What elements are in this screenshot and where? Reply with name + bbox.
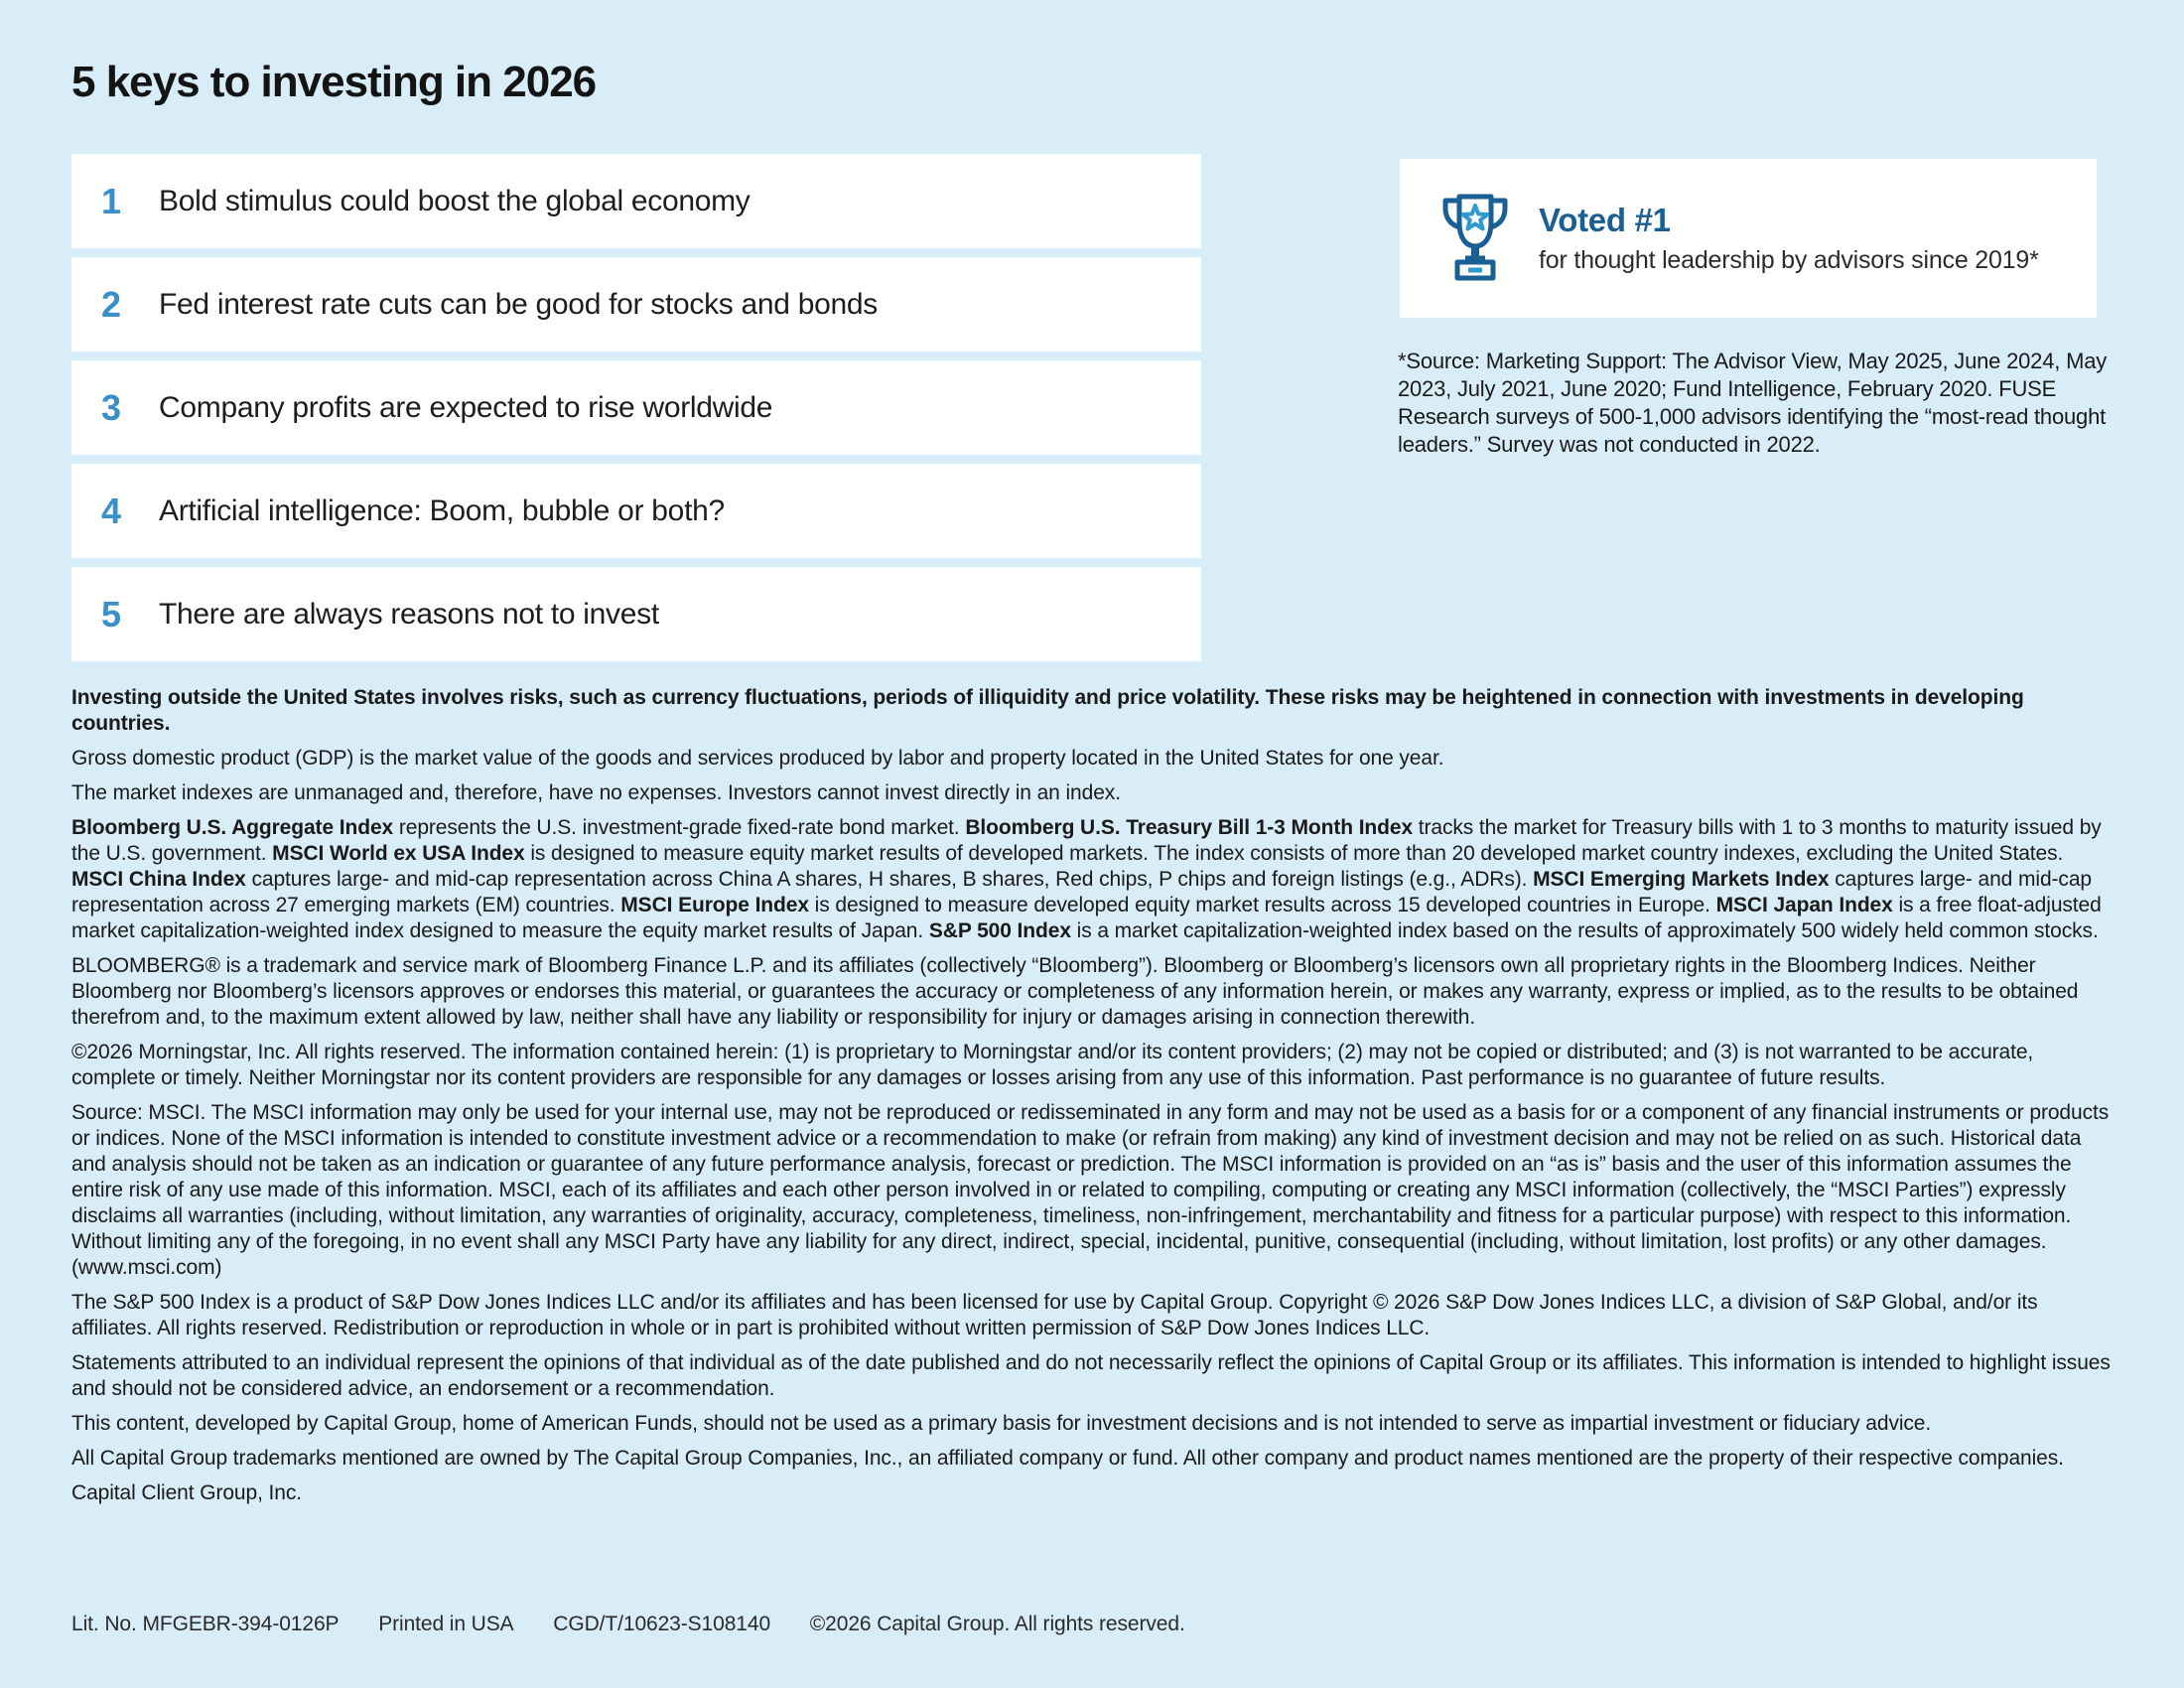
badge-subtitle: for thought leadership by advisors since 2019* — [1539, 246, 2039, 274]
printed-in: Printed in USA — [378, 1613, 514, 1635]
page-title: 5 keys to investing in 2026 — [71, 58, 597, 106]
trophy-star-icon — [1435, 189, 1515, 288]
badge-title: Voted #1 — [1539, 202, 1671, 238]
badge-source-note: *Source: Marketing Support: The Advisor View, May 2025, June 2024, May 2023, July 2021, June 2020; Fund Intelligence, February 2020. FUSE Research surveys of 500-1,000 advisors identifying the “most-read thought leaders.” Survey was not conducted in 2022. — [1398, 349, 2108, 457]
disclaimer-paragraph-msci: Source: MSCI. The MSCI information may only be used for your internal use, may not be reproduced or redisseminated in any form and may not be used as a basis for or a component of any financial instruments or products or indices. None of the MSCI information is intended to constitute investment advice or a recommendation to make (or refrain from making) any kind of investment decision and may not be relied on as such. Historical data and analysis should not be taken as an indication or guarantee of any future performance analysis, forecast or prediction. The MSCI information is provided on an “as is” basis and the user of this information assumes the entire risk of any use made of this information. MSCI, each of its affiliates and each other person involved in or related to compiling, computing or creating any MSCI information (collectively, the “MSCI Parties”) expressly disclaims all warranties (including, without limitation, any warranties of originality, accuracy, completeness, timeliness, non-infringement, merchantability and fitness for a particular purpose) with respect to this information. Without limiting any of the foregoing, in no event shall any MSCI Party have any liability for any direct, indirect, special, incidental, punitive, consequential (including, without limitation, lost profits) or any other damages. (www.msci.com) — [71, 1101, 2110, 1279]
disclaimer-paragraph-content: This content, developed by Capital Group, home of American Funds, should not be used as a primary basis for investment decisions and is not intended to serve as impartial investment or fiduciary advice. — [71, 1412, 1932, 1435]
key-text: Bold stimulus could boost the global economy — [159, 184, 751, 217]
disclaimer-paragraph-indexes-unmanaged: The market indexes are unmanaged and, therefore, have no expenses. Investors cannot invest directly in an index. — [71, 781, 1121, 804]
disclaimer-paragraph-morningstar: ©2026 Morningstar, Inc. All rights reserved. The information contained herein: (1) is proprietary to Morningstar and/or its content providers; (2) may not be copied or distributed; and (3) is not warranted to be accurate, complete or timely. Neither Morningstar nor its content providers are responsible for any damages or losses arising from any use of this information. Past performance is no guarantee of future results. — [71, 1041, 2034, 1089]
voted-badge-card — [1400, 159, 2097, 318]
disclaimer-paragraph-index-definitions: Bloomberg U.S. Aggregate Index represents the U.S. investment-grade fixed-rate bond market. Bloomberg U.S. Treasury Bill 1-3 Month Index tracks the market for Treasury bills with 1 to 3 months to maturity issued by the U.S. government. MSCI World ex USA Index is designed to measure equity market results of developed markets. The index consists of more than 20 developed market country indexes, excluding the United States. MSCI China Index captures large- and mid-cap representation across China A shares, H shares, B shares, Red chips, P chips and foreign listings (e.g., ADRs). MSCI Emerging Markets Index captures large- and mid-cap representation across 27 emerging markets (EM) countries. MSCI Europe Index is designed to measure developed equity market results across 15 developed countries in Europe. MSCI Japan Index is a free float-adjusted market capitalization-weighted index designed to measure the equity market results of Japan. S&P 500 Index is a market capitalization-weighted index based on the results of approximately 500 widely held common stocks. — [71, 816, 2102, 942]
lit-number: Lit. No. MFGEBR-394-0126P — [71, 1613, 340, 1635]
key-number: 1 — [101, 180, 122, 221]
copyright: ©2026 Capital Group. All rights reserved. — [809, 1613, 1185, 1635]
key-item-3 — [71, 360, 1201, 455]
disclaimer-paragraph-bloomberg: BLOOMBERG® is a trademark and service mark of Bloomberg Finance L.P. and its affiliates (collectively “Bloomberg”). Bloomberg or Bloomberg’s licensors own all proprietary rights in the Bloomberg Indices. Neither Bloomberg nor Bloomberg’s licensors approves or endorses this material, or guarantees the accuracy or completeness of any information herein, or makes any warranty, express or implied, as to the results to be obtained therefrom and, to the maximum extent allowed by law, neither shall have any liability or responsibility for injury or damages arising in connection therewith. — [71, 954, 2079, 1029]
disclaimer-paragraph-risk: Investing outside the United States involves risks, such as currency fluctuations, periods of illiquidity and price volatility. These risks may be heightened in connection with investments in developing countries. — [71, 686, 2024, 735]
key-text: Company profits are expected to rise worldwide — [159, 390, 773, 424]
disclaimer-block — [71, 685, 2118, 1515]
disclaimer-paragraph-sp-dow-jones: The S&P 500 Index is a product of S&P Dow Jones Indices LLC and/or its affiliates and has been licensed for use by Capital Group. Copyright © 2026 S&P Dow Jones Indices LLC, a division of S&P Global, and/or its affiliates. All rights reserved. Redistribution or reproduction in whole or in part is prohibited without written permission of S&P Dow Jones Indices LLC. — [71, 1291, 2038, 1339]
key-list — [71, 154, 1201, 661]
key-item-4 — [71, 464, 1201, 558]
badge-text — [1539, 202, 2039, 275]
key-item-2 — [71, 257, 1201, 352]
key-item-1 — [71, 154, 1201, 248]
key-item-5 — [71, 567, 1201, 661]
key-text: Fed interest rate cuts can be good for stocks and bonds — [159, 287, 878, 321]
key-text: Artificial intelligence: Boom, bubble or both? — [159, 493, 725, 527]
disclaimer-paragraph-gdp: Gross domestic product (GDP) is the market value of the goods and services produced by labor and property located in the United States for one year. — [71, 747, 1444, 770]
key-number: 4 — [101, 490, 122, 531]
key-text: There are always reasons not to invest — [159, 597, 659, 631]
footer-line — [71, 1613, 1219, 1636]
key-number: 5 — [101, 593, 122, 634]
doc-code: CGD/T/10623-S108140 — [553, 1613, 771, 1635]
key-number: 3 — [101, 386, 122, 428]
disclaimer-paragraph-trademarks: All Capital Group trademarks mentioned are owned by The Capital Group Companies, Inc., an affiliated company or fund. All other company and product names mentioned are the property of their respective companies. — [71, 1447, 2064, 1470]
disclaimer-paragraph-statements: Statements attributed to an individual represent the opinions of that individual as of the date published and do not necessarily reflect the opinions of Capital Group or its affiliates. This information is intended to highlight issues and should not be considered advice, an endorsement or a recommendation. — [71, 1351, 2111, 1400]
key-number: 2 — [101, 283, 122, 325]
disclaimer-paragraph-capital-client-group: Capital Client Group, Inc. — [71, 1481, 303, 1504]
